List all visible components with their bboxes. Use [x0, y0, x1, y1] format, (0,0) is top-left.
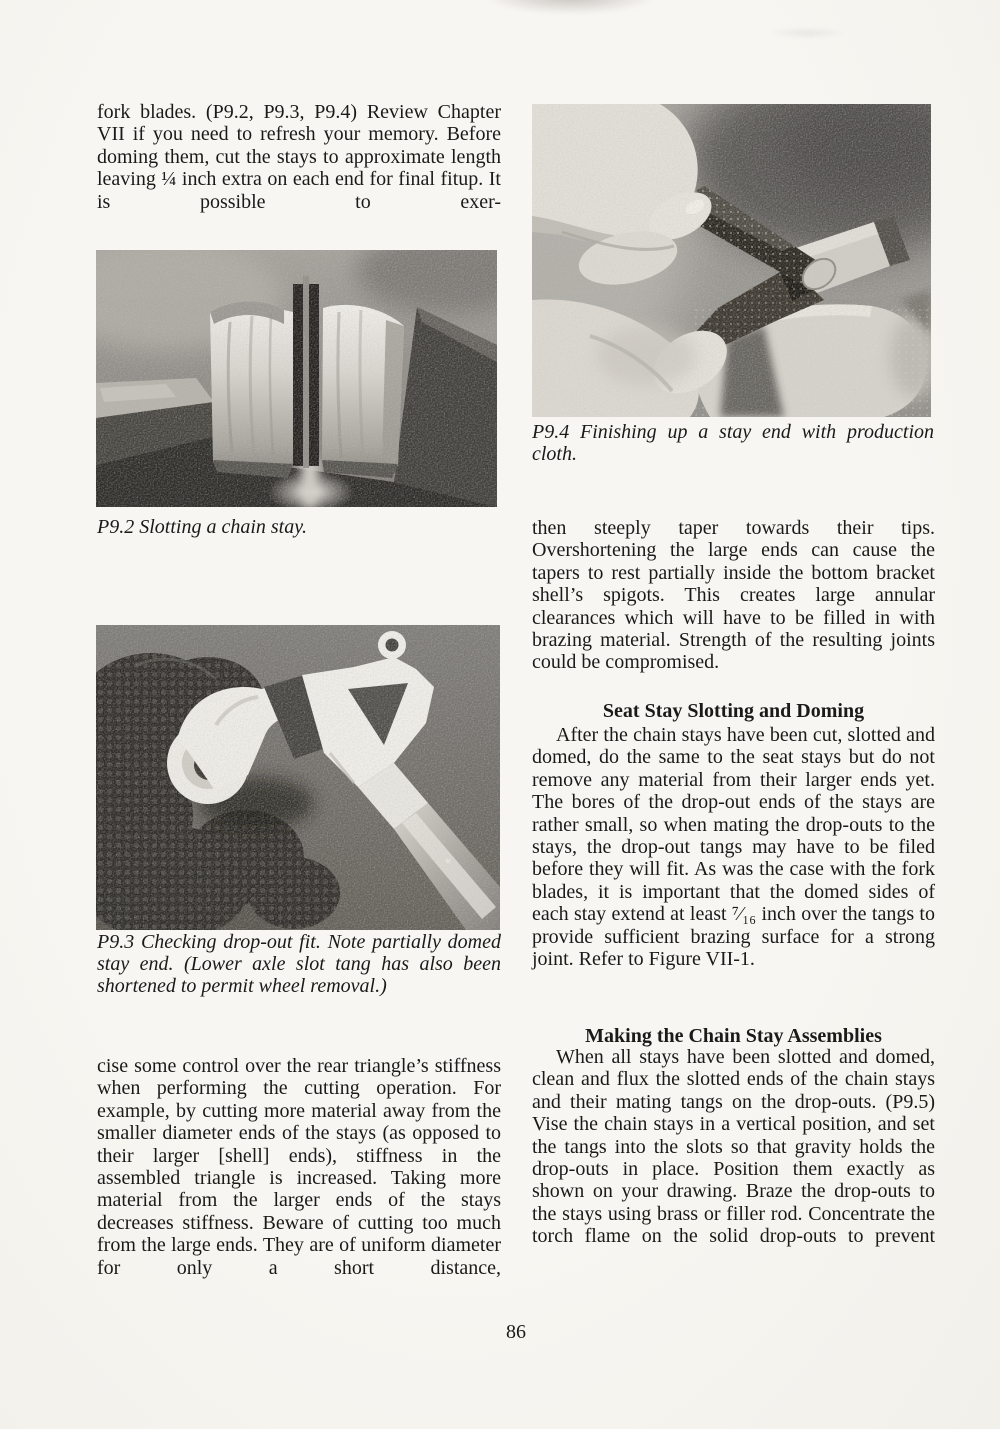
section-heading-seat-stay: Seat Stay Slotting and Doming [602, 700, 865, 722]
paragraph-tapers: then steeply taper towards their tips. Overshortening the large ends can cause the tapers to rest partially inside the bottom bracket shell’s spigots. This creates large annular clearances which will have to be filled in with brazing material. Strength of the resulting joints could be compromised. [532, 517, 935, 674]
photo-slotting-chain-stay [96, 250, 497, 507]
scan-smudge [768, 28, 848, 38]
paragraph-chain-stay: When all stays have been slotted and domed, clean and flux the slotted ends of the chain stays and their mating tangs on the drop-outs. (P9.5) Vise the chain stays in a vertical position, and set the tangs into the slots so that gravity holds the drop-outs in place. Position them exactly as shown on your drawing. Braze the drop-outs to the stays using brass or filler rod. Concentrate the torch flame on the solid drop-outs to prevent [532, 1046, 935, 1248]
paragraph-fork-blades: fork blades. (P9.2, P9.3, P9.4) Review Chapter VII if you need to refresh your memory. Before doming them, cut the stays to approximate length leaving ¼ inch extra on each end for final fitup. It is possible to exer- [97, 101, 501, 213]
photo-checking-dropout-fit [96, 625, 500, 930]
paragraph-stiffness: cise some control over the rear triangle’s stiffness when performing the cutting operation. For example, by cutting more material away from the smaller diameter ends of the stays (as opposed to their larger [shell] ends), stiffness in the assembled triangle is increased. Taking more material from the larger ends of the stays decreases stiffness. Beware of cutting too much from the large ends. They are of uniform diameter for only a short distance, [97, 1055, 501, 1279]
section-heading-chain-stay: Making the Chain Stay Assemblies [585, 1025, 882, 1047]
photo-finishing-stay-end [532, 104, 931, 417]
caption-p9-2: P9.2 Slotting a chain stay. [97, 516, 307, 538]
caption-p9-3: P9.3 Checking drop-out fit. Note partially domed stay end. (Lower axle slot tang has also been shortened to permit wheel removal.) [97, 931, 501, 997]
paragraph-seat-stay: After the chain stays have been cut, slotted and domed, do the same to the seat stays but do not remove any material from their larger ends yet. The bores of the drop-out ends of the stays are rather small, so when mating the drop-outs to the stays, the drop-out tangs may have to be filed before they will fit. As was the case with the fork blades, it is important that the domed sides of each stay extend at least ⁷⁄₁₆ inch over the tangs to provide sufficient brazing surface for a strong joint. Refer to Figure VII-1. [532, 724, 935, 971]
page-number: 86 [506, 1321, 526, 1343]
scan-smudge [486, 0, 656, 14]
caption-p9-4: P9.4 Finishing up a stay end with production cloth. [532, 421, 934, 465]
